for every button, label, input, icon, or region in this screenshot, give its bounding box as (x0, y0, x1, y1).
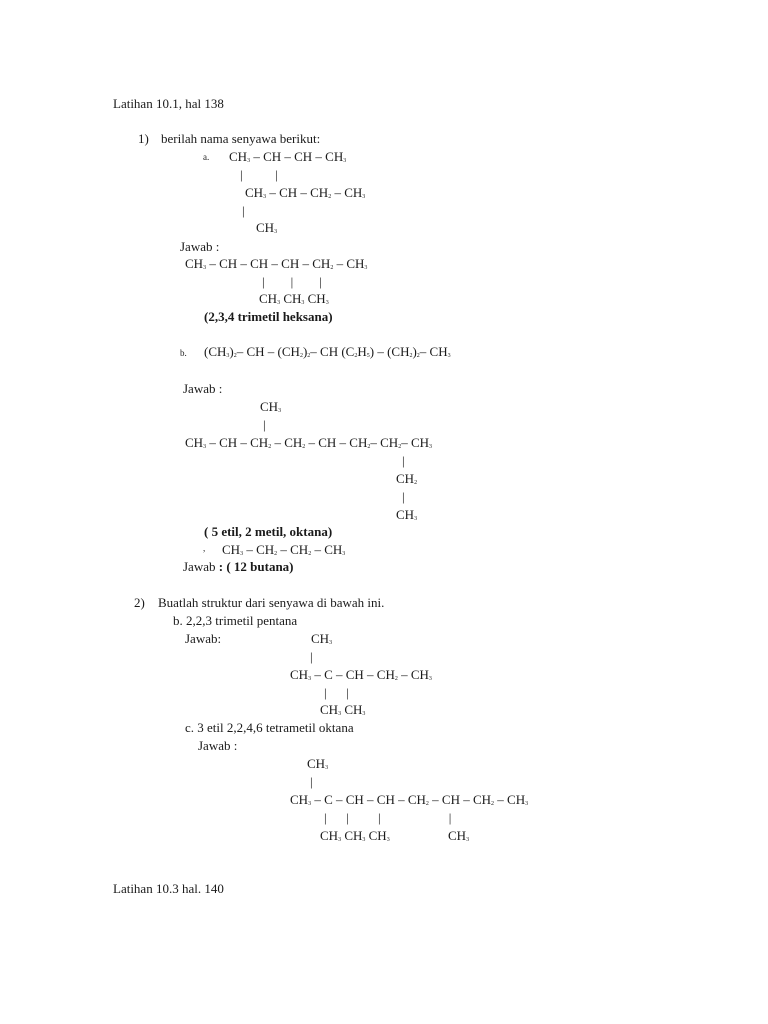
answer-a-main-chain: $CH_3$ – CH – CH – CH – $CH_2 - CH_3$ (185, 256, 368, 271)
item-b-label: b. (180, 348, 187, 358)
q2-c-substituents: $CH_3$ $CH_3$ $CH_3$ (320, 828, 390, 843)
answer-b-ethyl-ch2: $CH_2$ (396, 471, 418, 486)
item-a-label: a. (203, 152, 210, 162)
question-2-number: 2) (134, 595, 145, 610)
answer-c: Jawab : ( 12 butana) (183, 559, 294, 574)
answer-b-main-chain: $CH_3$ – CH – $CH_2 - CH_2$ – CH – $CH_2-$ $CH_2-$ $CH_3$ (185, 435, 432, 450)
answer-b-name: ( 5 etil, 2 metil, oktana) (204, 524, 333, 539)
answer-b-bond-2: | (402, 489, 405, 504)
formula-c: $CH_3 - CH_2 - CH_2 - CH_3$ (222, 542, 346, 557)
exercise-heading-10-1: Latihan 10.1, hal 138 (113, 96, 224, 111)
answer-b-ethyl-ch3: $CH_3$ (396, 507, 418, 522)
structure-a-bond-2: | (242, 203, 245, 218)
q2-b-main-chain: $CH_3$ – C – CH – $CH_2 - CH_3$ (290, 667, 432, 682)
structure-a-bonds: | | (240, 167, 278, 182)
structure-a-branch-chain: $CH_3$ – CH – $CH_2 - CH_3$ (245, 185, 366, 200)
answer-a-name: (2,3,4 trimetil heksana) (204, 309, 333, 324)
answer-b-bond-1: | (402, 453, 405, 468)
question-2-instruction: Buatlah struktur dari senyawa di bawah ini. (158, 595, 385, 610)
formula-b: $(CH_3)_2-$ CH – $(CH_2)_2-$ CH $(C_2H_5) - (CH_2)_2-$ $CH_3$ (204, 344, 451, 359)
exercise-heading-10-3: Latihan 10.3 hal. 140 (113, 881, 224, 896)
structure-a-bottom-group: $CH_3$ (256, 220, 278, 235)
answer-b-label: Jawab : (183, 381, 223, 396)
answer-a-label: Jawab : (180, 239, 220, 254)
q2-b-top-bond: | (310, 649, 313, 664)
item-c-label: , (203, 543, 206, 553)
q2-c-bonds: | | | | (324, 810, 452, 825)
q2-c-top-group: $CH_3$ (307, 756, 329, 771)
answer-a-substituents: $CH_3$ $CH_3$ $CH_3$ (259, 291, 329, 306)
q2-answer-c-label: Jawab : (198, 738, 238, 753)
answer-b-top-group: $CH_3$ (260, 399, 282, 414)
q2-b-top-group: $CH_3$ (311, 631, 333, 646)
q2-item-b-title: b. 2,2,3 trimetil pentana (173, 613, 298, 628)
answer-a-bonds: | | | (262, 274, 322, 289)
q2-b-substituents: $CH_3$ $CH_3$ (320, 702, 366, 717)
answer-b-top-bond: | (263, 417, 266, 432)
q2-c-main-chain: $CH_3$ – C – CH – CH – $CH_2$ – CH – $CH_2 - CH_3$ (290, 792, 529, 807)
q2-answer-b-label: Jawab: (185, 631, 222, 646)
q2-c-substituent-c6: $CH_3$ (448, 828, 470, 843)
q2-item-c-title: c. 3 etil 2,2,4,6 tetrametil oktana (185, 720, 354, 735)
question-1-instruction: berilah nama senyawa berikut: (161, 131, 321, 146)
q2-b-bonds: | | (324, 685, 349, 700)
question-1-number: 1) (138, 131, 149, 146)
structure-a-main-chain: $CH_3$ – CH – CH – $CH_3$ (229, 149, 347, 164)
q2-c-top-bond: | (310, 774, 313, 789)
